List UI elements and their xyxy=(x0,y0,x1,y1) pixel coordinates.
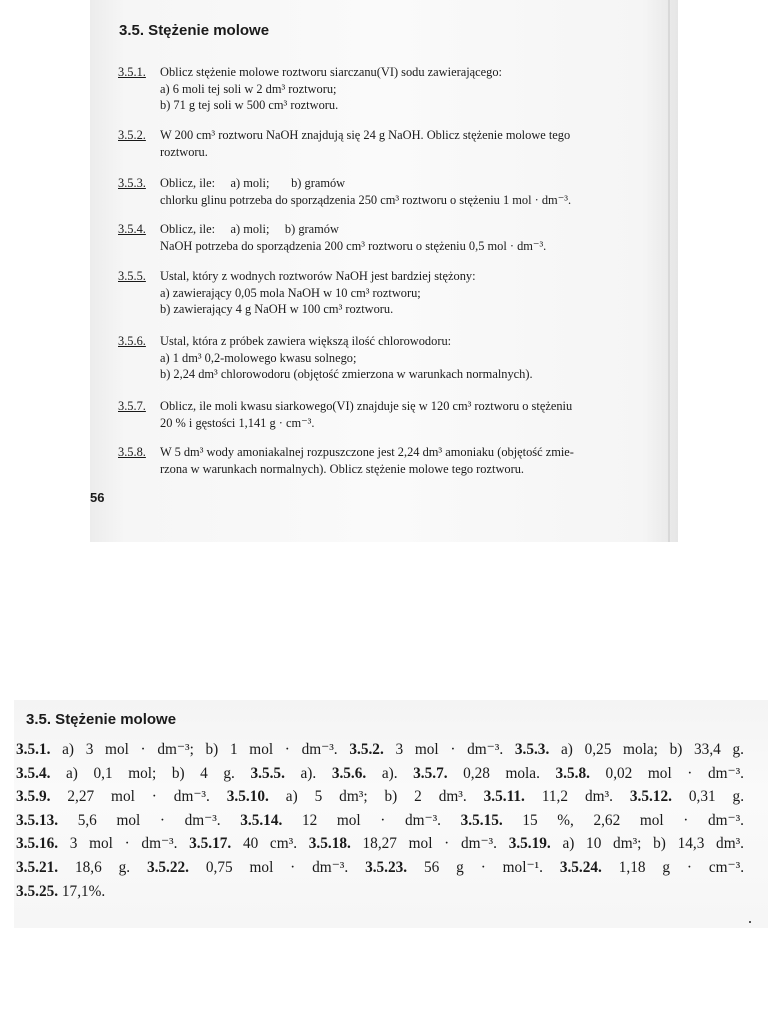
exercise-3-5-2 xyxy=(118,127,648,160)
answer-number: 3.5.18. xyxy=(308,835,351,853)
answer-number: 3.5.3. xyxy=(514,741,550,758)
exercise-line: W 200 cm³ roztworu NaOH znajdują się 24 g NaOH. Oblicz stężenie molowe tego xyxy=(160,128,571,142)
exercise-number: 3.5.1. xyxy=(118,65,146,79)
exercise-line: Ustal, który z wodnych roztworów NaOH jest bardziej stężony: xyxy=(160,269,476,283)
answer-number: 3.5.21. xyxy=(16,858,59,876)
exercise-line: W 5 dm³ wody amoniakalnej rozpuszczone jest 2,24 dm³ amoniaku (objętość zmie- xyxy=(160,445,574,459)
exercise-line: b) 71 g tej soli w 500 cm³ roztworu. xyxy=(160,98,339,112)
exercise-3-5-1 xyxy=(118,64,648,114)
answers-paragraph xyxy=(16,738,744,903)
exercise-line: a) 1 dm³ 0,2-molowego kwasu solnego; xyxy=(160,350,357,365)
answer-number: 3.5.13. xyxy=(16,811,59,829)
answer-value: 56 g · mol⁻¹. xyxy=(424,858,543,876)
answer-value: a) 10 dm³; b) 14,3 dm³. xyxy=(562,835,744,853)
answer-value: 40 cm³. xyxy=(242,835,298,853)
answer-number: 3.5.22. xyxy=(146,858,190,876)
answer-number: 3.5.12. xyxy=(629,788,672,806)
answer-number: 3.5.23. xyxy=(365,858,408,876)
exercise-line: NaOH potrzeba do sporządzenia 200 cm³ roztworu o stężeniu 0,5 mol · dm⁻³. xyxy=(160,238,547,253)
exercise-line: Oblicz, ile: a) moli; b) gramów xyxy=(160,222,339,236)
answer-number: 3.5.19. xyxy=(508,835,551,853)
exercise-number: 3.5.7. xyxy=(118,399,146,413)
answer-number: 3.5.25. xyxy=(16,882,59,900)
answer-number: 3.5.7. xyxy=(413,764,448,782)
scan-speck xyxy=(749,921,751,923)
page-edge-shadow xyxy=(668,0,670,542)
answer-number: 3.5.10. xyxy=(226,788,269,806)
answer-number: 3.5.5. xyxy=(250,764,285,782)
answer-value: 0,31 g. xyxy=(688,788,745,806)
exercise-3-5-3 xyxy=(118,175,648,208)
exercise-number: 3.5.6. xyxy=(118,334,146,348)
answer-value: 2,27 mol · dm⁻³. xyxy=(67,788,210,806)
answer-value: 1,18 g · cm⁻³. xyxy=(618,858,745,876)
answers-line xyxy=(16,809,744,833)
answer-number: 3.5.9. xyxy=(16,788,51,806)
answer-number: 3.5.17. xyxy=(189,835,232,853)
answer-value: 5,6 mol · dm⁻³. xyxy=(77,811,221,829)
answer-number: 3.5.15. xyxy=(460,811,503,829)
answer-value: a). xyxy=(300,764,317,782)
exercise-line: Oblicz, ile: a) moli; b) gramów xyxy=(160,176,346,190)
answer-value: a). xyxy=(381,764,398,782)
exercise-line: Ustal, która z próbek zawiera większą ilość chlorowodoru: xyxy=(160,334,452,348)
answer-number: 3.5.14. xyxy=(240,811,283,829)
answer-number: 3.5.6. xyxy=(331,764,367,782)
exercise-line: a) 6 moli tej soli w 2 dm³ roztworu; xyxy=(160,81,337,96)
textbook-page-scan xyxy=(90,0,678,542)
answer-value: 0,28 mola. xyxy=(463,764,540,782)
answer-number: 3.5.4. xyxy=(16,764,51,782)
exercise-number: 3.5.8. xyxy=(118,445,146,459)
answers-line xyxy=(16,738,744,762)
exercise-line: Oblicz, ile moli kwasu siarkowego(VI) znajduje się w 120 cm³ roztworu o stężeniu xyxy=(160,399,573,413)
answer-value: 18,6 g. xyxy=(74,858,131,876)
answer-value: 18,27 mol · dm⁻³. xyxy=(362,835,497,853)
answer-value: 0,75 mol · dm⁻³. xyxy=(205,858,349,876)
exercise-line: b) zawierający 4 g NaOH w 100 cm³ roztworu. xyxy=(160,302,394,316)
exercise-number: 3.5.2. xyxy=(118,128,146,142)
page-number: 56 xyxy=(90,490,105,505)
answer-number: 3.5.2. xyxy=(349,741,384,758)
exercise-line: chlorku glinu potrzeba do sporządzenia 250 cm³ roztworu o stężeniu 1 mol · dm⁻³. xyxy=(160,192,572,207)
section-title: 3.5. Stężenie molowe xyxy=(119,22,270,39)
answer-value: a) 5 dm³; b) 2 dm³. xyxy=(285,788,467,806)
answers-section-title: 3.5. Stężenie molowe xyxy=(26,711,177,728)
answers-line xyxy=(16,762,744,786)
answer-value: 17,1%. xyxy=(61,882,106,900)
answer-number: 3.5.8. xyxy=(555,764,590,782)
exercise-line: b) 2,24 dm³ chlorowodoru (objętość zmierzona w warunkach normalnych). xyxy=(160,367,533,381)
exercise-line: 20 % i gęstości 1,141 g · cm⁻³. xyxy=(160,415,315,430)
answer-value: a) 0,1 mol; b) 4 g. xyxy=(66,764,235,782)
answer-value: a) 0,25 mola; b) 33,4 g. xyxy=(560,741,744,758)
exercise-3-5-8 xyxy=(118,444,648,477)
answer-value: 3 mol · dm⁻³. xyxy=(69,835,178,853)
exercise-number: 3.5.4. xyxy=(118,222,146,236)
answers-line xyxy=(16,785,744,809)
exercise-line: roztworu. xyxy=(160,144,208,159)
answer-value: 3 mol · dm⁻³. xyxy=(395,741,504,758)
exercise-3-5-7 xyxy=(118,398,648,431)
exercise-line: a) zawierający 0,05 mola NaOH w 10 cm³ roztworu; xyxy=(160,285,421,300)
exercise-3-5-6 xyxy=(118,333,648,383)
exercise-line: rzona w warunkach normalnych). Oblicz stężenie molowe tego roztworu. xyxy=(160,461,525,476)
answer-number: 3.5.24. xyxy=(559,858,602,876)
answer-value: 12 mol · dm⁻³. xyxy=(301,811,442,829)
answers-line xyxy=(16,880,744,904)
answer-value: 11,2 dm³. xyxy=(541,788,613,806)
answer-value: 15 %, 2,62 mol · dm⁻³. xyxy=(522,811,744,829)
exercise-line: Oblicz stężenie molowe roztworu siarczanu(VI) sodu zawierającego: xyxy=(160,65,502,79)
exercise-number: 3.5.5. xyxy=(118,269,146,283)
answer-value: 0,02 mol · dm⁻³. xyxy=(605,764,745,782)
answer-number: 3.5.16. xyxy=(16,835,59,853)
answer-number: 3.5.11. xyxy=(483,788,525,806)
answers-line xyxy=(16,832,744,856)
answers-page-scan xyxy=(14,700,768,928)
answers-line xyxy=(16,856,744,880)
exercise-3-5-5 xyxy=(118,268,648,318)
exercise-3-5-4 xyxy=(118,221,648,254)
answer-value: a) 3 mol · dm⁻³; b) 1 mol · dm⁻³. xyxy=(62,741,338,758)
exercise-number: 3.5.3. xyxy=(118,176,146,190)
answer-number: 3.5.1. xyxy=(16,741,51,758)
